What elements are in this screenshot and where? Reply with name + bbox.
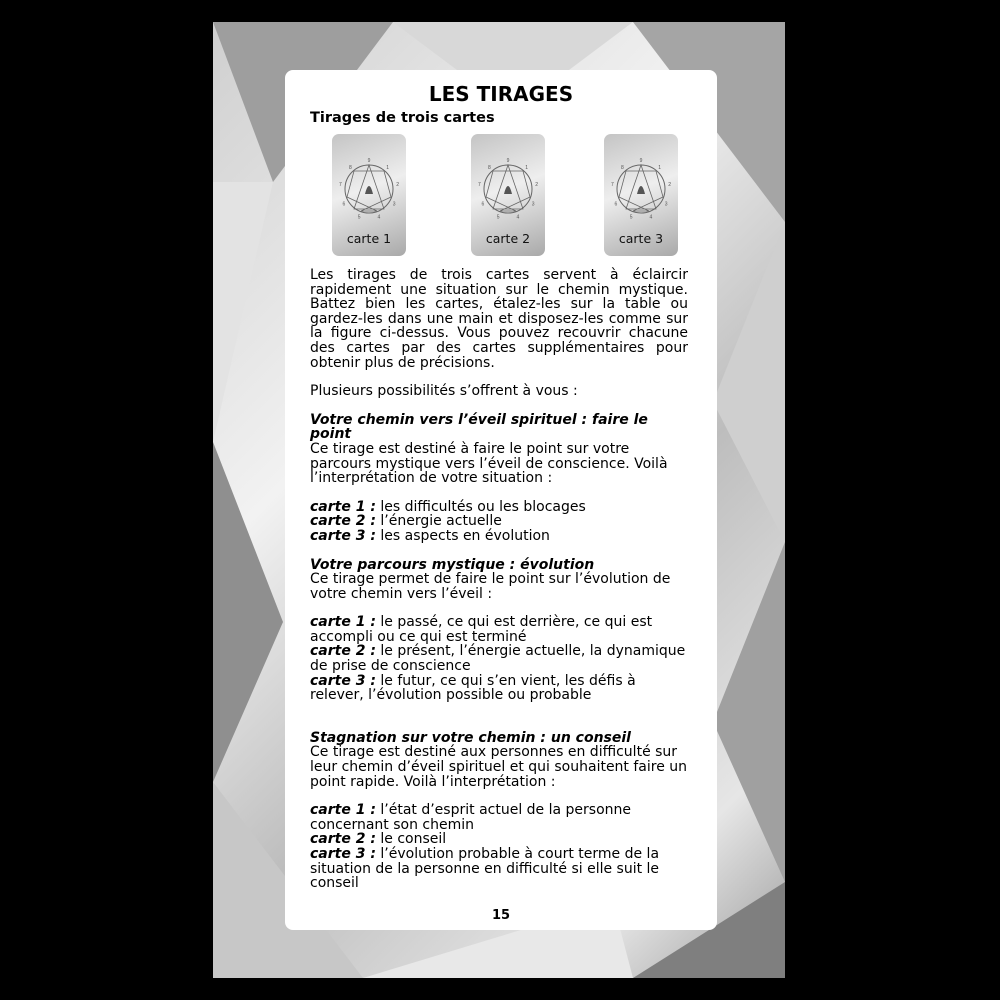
enneagram-number: 5 [629, 214, 633, 221]
enneagram-number: 5 [357, 214, 361, 221]
enneagram-number: 6 [342, 201, 346, 208]
spread-2-position-1: carte 1 : le passé, ce qui est derrière, ce qui est accompli ou ce qui est terminé [310, 614, 653, 645]
enneagram-number: 1 [386, 164, 389, 171]
enneagram-number: 7 [611, 182, 614, 188]
enneagram-number: 7 [339, 182, 342, 188]
spread-2-heading: Votre parcours mystique : évolution [310, 556, 595, 573]
spread-2-position-2: carte 2 : le présent, l’énergie actuelle, la dynamique de prise de conscience [310, 643, 686, 675]
enneagram-number: 8 [349, 164, 352, 171]
card-label: carte 1 [346, 231, 392, 246]
enneagram-number: 9 [367, 158, 371, 164]
praying-hands-icon [504, 186, 512, 194]
spread-1-heading: Votre chemin vers l’éveil spirituel : faire le point [310, 411, 648, 443]
enneagram-number: 2 [535, 182, 538, 188]
spread-3-heading: Stagnation sur votre chemin : un conseil [310, 729, 631, 746]
card-label: carte 2 [485, 231, 531, 246]
card-3-illustration [604, 134, 678, 256]
praying-hands-icon [637, 186, 645, 194]
card-1-illustration [332, 134, 406, 256]
enneagram-number: 7 [478, 182, 481, 188]
enneagram-number: 6 [481, 201, 485, 208]
enneagram-number: 3 [664, 201, 668, 208]
spread-3-position-3: carte 3 : l’évolution probable à court terme de la situation de la personne en difficulté si elle suit le conseil [310, 846, 660, 892]
enneagram-number: 9 [506, 158, 510, 164]
spread-1-position-1: carte 1 : les difficultés ou les blocages [310, 498, 586, 515]
spread-3-description: Ce tirage est destiné aux personnes en difficulté sur leur chemin d’éveil spirituel et qui souhaitent faire un point rapide. Voilà l’interprétation : [310, 744, 688, 790]
enneagram-number: 4 [516, 214, 520, 221]
enneagram-number: 4 [377, 214, 381, 221]
intro-paragraph: Les tirages de trois cartes servent à éclaircir rapidement une situation sur le chemin mystique. Battez bien les cartes, étalez-les sur la table ou gardez-les dans une main et disposez-les comme sur la figure ci-dessus. Vous pouvez recouvrir chacune des cartes par des cartes supplémentaires pour obtenir plus de précisions. [310, 267, 688, 371]
enneagram-number: 1 [658, 164, 661, 171]
spread-2-position-3: carte 3 : le futur, ce qui s’en vient, les défis à relever, l’évolution possible ou probable [310, 672, 636, 704]
spread-3-position-1: carte 1 : l’état d’esprit actuel de la personne concernant son chemin [310, 802, 631, 833]
enneagram-number: 2 [668, 182, 671, 188]
card-label: carte 3 [618, 231, 664, 246]
praying-hands-icon [365, 186, 373, 194]
enneagram-number: 3 [392, 201, 396, 208]
spread-1-description: Ce tirage est destiné à faire le point sur votre parcours mystique vers l’éveil de conscience. Voilà l’interprétation de votre situation : [310, 440, 668, 487]
spread-1-position-3: carte 3 : les aspects en évolution [310, 527, 550, 544]
enneagram-number: 9 [639, 158, 643, 164]
card-2-illustration [471, 134, 545, 256]
page-number: 15 [491, 908, 511, 923]
enneagram-number: 4 [649, 214, 653, 221]
body-text [310, 268, 688, 891]
enneagram-number: 5 [496, 214, 500, 221]
section-title: Tirages de trois cartes [310, 110, 495, 126]
enneagram-number: 6 [614, 201, 618, 208]
book-page [213, 22, 785, 978]
enneagram-number: 3 [531, 201, 535, 208]
page-title: LES TIRAGES [428, 82, 574, 106]
enneagram-number: 8 [488, 164, 491, 171]
spread-1-position-2: carte 2 : l’énergie actuelle [310, 513, 502, 530]
enneagram-number: 1 [525, 164, 528, 171]
options-line: Plusieurs possibilités s’offrent à vous : [310, 383, 578, 400]
enneagram-number: 2 [396, 182, 399, 188]
spread-3-position-2: carte 2 : le conseil [310, 831, 447, 848]
content-panel [285, 70, 717, 930]
spread-2-description: Ce tirage permet de faire le point sur l’évolution de votre chemin vers l’éveil : [310, 571, 671, 602]
enneagram-number: 8 [621, 164, 624, 171]
